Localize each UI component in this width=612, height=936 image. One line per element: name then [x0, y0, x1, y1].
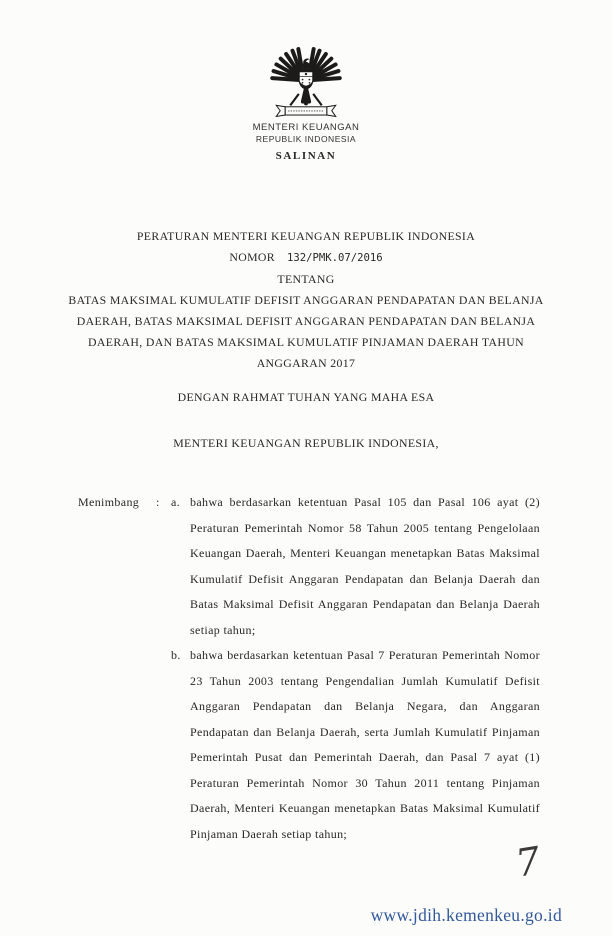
ministry-country: REPUBLIK INDONESIA: [255, 133, 357, 144]
ministry-name: MENTERI KEUANGAN: [252, 122, 360, 133]
item-letter: b.: [171, 648, 181, 662]
item-text: bahwa berdasarkan ketentuan Pasal 105 dan Pasal 106 ayat (2) Peraturan Pemerintah Nomor 58 Tahun 2005 tentang Pengelolaan Keuangan Daerah, Menteri Keuangan menetapkan Batas Maksimal Kumulatif Defisit Anggaran Pendapatan dan Belanja Daerah dan Batas Maksimal Defisit Anggaran Pendapatan dan Belanja Daerah setiap tahun;: [190, 495, 540, 637]
regulation-number-line: [0, 247, 612, 269]
jdih-website-link[interactable]: www.jdih.kemenkeu.go.id: [370, 905, 562, 925]
considering-item-b: [171, 643, 540, 847]
considering-item-a: [171, 490, 540, 643]
preamble-section: [78, 490, 540, 847]
item-letter: a.: [171, 495, 181, 509]
invocation-line: DENGAN RAHMAT TUHAN YANG MAHA ESA: [177, 390, 435, 404]
garuda-emblem-svg: [263, 42, 349, 120]
considering-items: [171, 490, 540, 847]
letterhead: [0, 0, 612, 162]
handwritten-page-mark: 7: [512, 838, 544, 886]
regulation-title-block: [0, 226, 612, 374]
regulation-subject: BATAS MAKSIMAL KUMULATIF DEFISIT ANGGARAN PENDAPATAN DAN BELANJA DAERAH, BATAS MAKSIMAL DEFISIT ANGGARAN PENDAPATAN DAN BELANJA DAERAH, DAN BATAS MAKSIMAL KUMULATIF PINJAMAN DAERAH TAHUN ANGGARAN 2017: [68, 293, 544, 370]
copy-label: SALINAN: [275, 150, 337, 162]
item-text: bahwa berdasarkan ketentuan Pasal 7 Peraturan Pemerintah Nomor 23 Tahun 2003 tentang Pengendalian Jumlah Kumulatif Defisit Anggaran Pendapatan dan Belanja Negara, dan Anggaran Pendapatan dan Belanja Daerah, serta Jumlah Kumulatif Pinjaman Pemerintah Pusat dan Pemerintah Daerah, dan Pasal 7 ayat (1) Peraturan Pemerintah Nomor 30 Tahun 2011 tentang Pinjaman Daerah, Menteri Keuangan menetapkan Batas Maksimal Kumulatif Pinjaman Daerah setiap tahun;: [190, 648, 540, 841]
considering-separator: :: [156, 495, 160, 509]
nomor-value: 132/PMK.07/2016: [287, 252, 383, 264]
nomor-label: NOMOR: [229, 250, 275, 264]
considering-clause: [78, 490, 540, 847]
considering-label: Menimbang: [78, 495, 140, 509]
regulation-title-line: PERATURAN MENTERI KEUANGAN REPUBLIK INDONESIA: [136, 229, 476, 243]
garuda-pancasila-emblem-icon: [263, 42, 349, 120]
issuer-line: MENTERI KEUANGAN REPUBLIK INDONESIA,: [173, 436, 439, 450]
tentang-label: TENTANG: [277, 272, 335, 286]
